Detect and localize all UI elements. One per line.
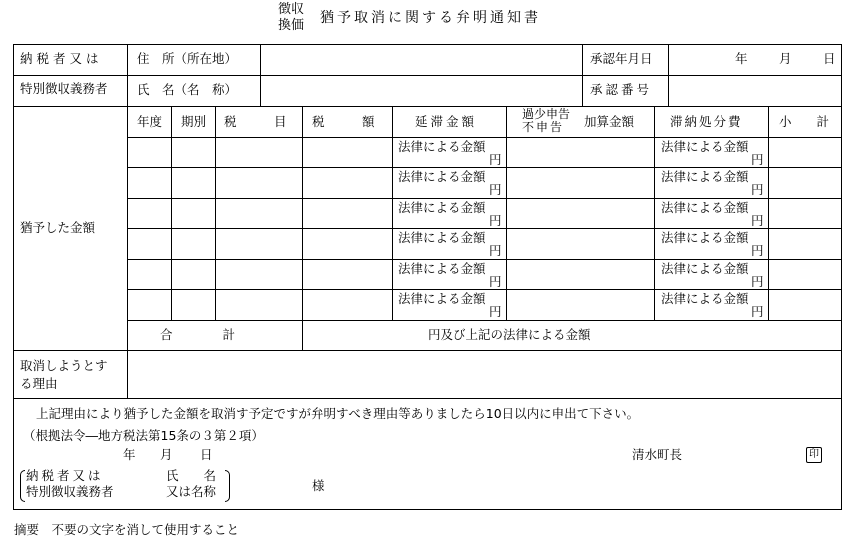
total-label: 合 計	[160, 327, 236, 342]
notice-date-year: 年	[123, 447, 136, 462]
rule	[260, 44, 261, 106]
notice-date-month: 月	[160, 447, 173, 462]
name-label: 氏 名（名 称）	[137, 82, 238, 97]
approval-day: 日	[823, 51, 836, 66]
law-amount-label-delinquent: 法律による金額	[398, 230, 486, 245]
notice-body: 上記理由により猶予した金額を取消す予定ですが弁明すべき理由等ありましたら10日以内に申出て下さい。	[36, 406, 640, 421]
yen-unit-disposal: 円	[751, 243, 764, 258]
rule	[302, 106, 303, 350]
col-tax-item: 税 目	[224, 114, 287, 129]
reason-field[interactable]	[130, 353, 838, 395]
approval-number-label: 承認番号	[590, 82, 653, 97]
rule	[668, 44, 669, 106]
rule	[215, 106, 216, 320]
title-prefix-bottom: 換価	[278, 18, 305, 33]
law-amount-label-disposal: 法律による金額	[661, 261, 749, 276]
rule	[841, 44, 842, 510]
rule	[13, 509, 842, 510]
rule	[127, 167, 842, 168]
law-amount-label-delinquent: 法律による金額	[398, 169, 486, 184]
issuer-name: 清水町長	[632, 447, 683, 462]
approval-year: 年	[735, 51, 748, 66]
rule	[13, 106, 842, 107]
total-text: 円及び上記の法律による金額	[428, 327, 591, 342]
addressee-line1: 納税者又は	[26, 468, 104, 483]
col-surcharge: 加算金額	[584, 114, 635, 129]
addressee-line2: 特別徴収義務者	[26, 484, 114, 499]
col-tax-amount: 税 額	[312, 114, 375, 129]
col-delinquent: 延滞金額	[415, 114, 478, 129]
taxpayer-label-line2: 特別徴収義務者	[20, 81, 108, 96]
law-amount-label-disposal: 法律による金額	[661, 291, 749, 306]
rule	[13, 75, 842, 76]
law-amount-label-delinquent: 法律による金額	[398, 200, 486, 215]
yen-unit-disposal: 円	[751, 182, 764, 197]
rule	[13, 44, 842, 45]
bracket-left	[20, 470, 25, 502]
rule	[582, 44, 583, 106]
rule	[13, 44, 14, 510]
yen-unit-disposal: 円	[751, 213, 764, 228]
notice-basis: （根拠法令―地方税法第15条の３第２項）	[23, 428, 264, 443]
rule	[127, 137, 842, 138]
addressee-line1b: 氏 名	[166, 468, 217, 483]
rule	[171, 106, 172, 320]
addressee-line2b: 又は名称	[166, 484, 217, 499]
rule	[127, 320, 842, 321]
yen-unit-delinquent: 円	[489, 152, 502, 167]
rule	[127, 198, 842, 199]
page-title: 猶予取消に関する弁明通知書	[320, 10, 541, 26]
title-prefix-top: 徴収	[278, 2, 305, 17]
approval-month: 月	[779, 51, 792, 66]
yen-unit-delinquent: 円	[489, 213, 502, 228]
col-under-report-top: 過少申告	[522, 107, 571, 121]
yen-unit-disposal: 円	[751, 274, 764, 289]
law-amount-label-delinquent: 法律による金額	[398, 139, 486, 154]
bracket-right	[225, 470, 230, 502]
seal-icon: 印	[806, 447, 822, 463]
yen-unit-delinquent: 円	[489, 243, 502, 258]
yen-unit-delinquent: 円	[489, 182, 502, 197]
rule	[768, 106, 769, 320]
yen-unit-delinquent: 円	[489, 274, 502, 289]
law-amount-label-disposal: 法律による金額	[661, 230, 749, 245]
address-label: 住 所（所在地）	[137, 51, 238, 66]
honorific: 様	[312, 478, 325, 493]
section-label-deferred: 猶予した金額	[20, 220, 96, 235]
yen-unit-disposal: 円	[751, 304, 764, 319]
law-amount-label-disposal: 法律による金額	[661, 200, 749, 215]
law-amount-label-disposal: 法律による金額	[661, 169, 749, 184]
rule	[392, 106, 393, 320]
rule	[127, 289, 842, 290]
rule	[13, 350, 842, 351]
rule	[127, 228, 842, 229]
rule	[654, 106, 655, 320]
rule	[506, 106, 507, 320]
law-amount-label-disposal: 法律による金額	[661, 139, 749, 154]
col-subtotal: 小 計	[779, 114, 830, 129]
footnote: 摘要 不要の文字を消して使用すること	[14, 522, 240, 537]
law-amount-label-delinquent: 法律による金額	[398, 261, 486, 276]
reason-label-line2: る理由	[20, 376, 58, 391]
col-disposal-cost: 滞納処分費	[670, 114, 743, 129]
col-year: 年度	[137, 114, 163, 129]
notice-date-day: 日	[200, 447, 213, 462]
rule	[127, 44, 128, 398]
yen-unit-delinquent: 円	[489, 304, 502, 319]
rule	[13, 398, 842, 399]
reason-label-line1: 取消しようとす	[20, 358, 108, 373]
col-period: 期別	[181, 114, 207, 129]
yen-unit-disposal: 円	[751, 152, 764, 167]
law-amount-label-delinquent: 法律による金額	[398, 291, 486, 306]
rule	[127, 259, 842, 260]
col-under-report-bottom: 不申告	[522, 120, 565, 134]
approval-date-label: 承認年月日	[590, 51, 653, 66]
taxpayer-label-line1: 納税者又は	[20, 51, 103, 66]
